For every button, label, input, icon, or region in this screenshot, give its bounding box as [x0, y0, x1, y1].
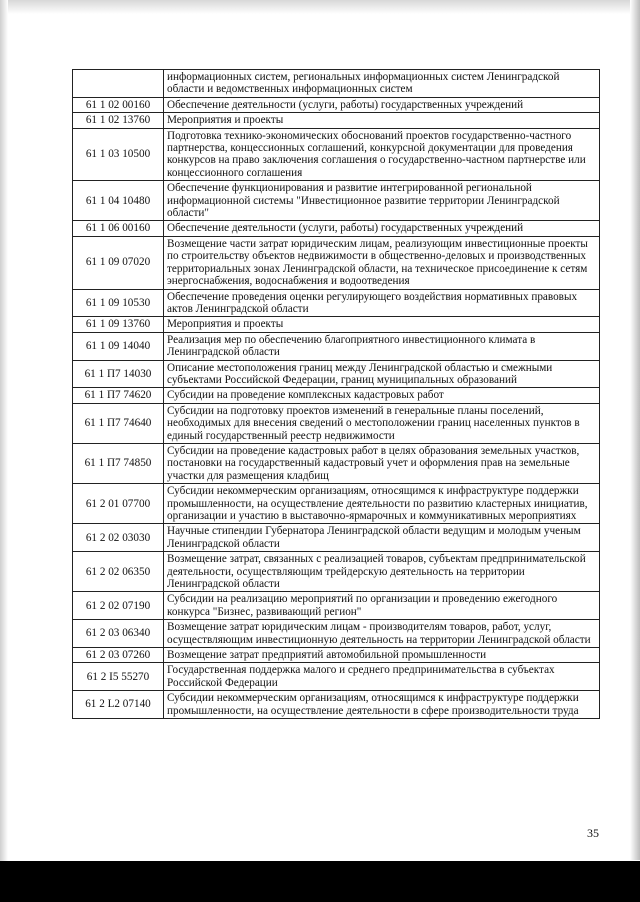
scan-edge-top [0, 0, 640, 14]
description-cell: Обеспечение деятельности (услуги, работы) государственных учреждений [164, 221, 600, 236]
table-row [73, 236, 600, 289]
table-row [73, 552, 600, 592]
code-cell: 61 1 09 14040 [73, 332, 164, 360]
description-cell: Возмещение затрат предприятий автомобильной промышленности [164, 648, 600, 663]
description-cell: Субсидии на проведение кадастровых работ в целях образования земельных участков, постановки на государственный кадастровый учет и оформления прав на земельные участки для размещения кладбищ [164, 443, 600, 483]
table-row [73, 443, 600, 483]
code-cell: 61 2 02 03030 [73, 524, 164, 552]
table-row [73, 317, 600, 332]
table-row [73, 332, 600, 360]
code-cell: 61 2 03 07260 [73, 648, 164, 663]
description-cell: Обеспечение деятельности (услуги, работы) государственных учреждений [164, 97, 600, 112]
table-row [73, 403, 600, 443]
description-cell: Обеспечение проведения оценки регулирующего воздействия нормативных правовых актов Ленинградской области [164, 289, 600, 317]
code-cell: 61 2 L2 07140 [73, 691, 164, 719]
code-cell: 61 1 П7 74640 [73, 403, 164, 443]
code-cell: 61 2 01 07700 [73, 484, 164, 524]
code-cell: 61 1 02 00160 [73, 97, 164, 112]
table-row [73, 113, 600, 128]
description-cell: Субсидии некоммерческим организациям, относящимся к инфраструктуре поддержки промышленности, на осуществление деятельности в сфере производительности труда [164, 691, 600, 719]
code-cell: 61 2 02 07190 [73, 592, 164, 620]
description-cell: Субсидии на реализацию мероприятий по организации и проведению ежегодного конкурса "Бизнес, развивающий регион" [164, 592, 600, 620]
description-cell: Возмещение части затрат юридическим лицам, реализующим инвестиционные проекты по строительству объектов недвижимости в общественно-деловых и производственных территориальных зонах Ленинградской области, на техническое присоединение к сетям энергоснабжения, водоснабжения и водоотведения [164, 236, 600, 289]
code-cell: 61 1 П7 74620 [73, 388, 164, 403]
description-cell: Возмещение затрат юридическим лицам - производителям товаров, работ, услуг, осуществляющим инвестиционную деятельность на территории Ленинградской области [164, 620, 600, 648]
table-row [73, 97, 600, 112]
table-row [73, 221, 600, 236]
code-cell: 61 2 02 06350 [73, 552, 164, 592]
table-row [73, 289, 600, 317]
description-cell: Субсидии на проведение комплексных кадастровых работ [164, 388, 600, 403]
description-cell: Описание местоположения границ между Ленинградской областью и смежными субъектами Российской Федерации, границ муниципальных образований [164, 360, 600, 388]
description-cell: Реализация мер по обеспечению благоприятного инвестиционного климата в Ленинградской области [164, 332, 600, 360]
description-cell: Государственная поддержка малого и среднего предпринимательства в субъектах Российской Федерации [164, 663, 600, 691]
table-row [73, 360, 600, 388]
code-cell: 61 1 03 10500 [73, 128, 164, 181]
table-row [73, 388, 600, 403]
code-cell: 61 2 I5 55270 [73, 663, 164, 691]
description-cell: Научные стипендии Губернатора Ленинградской области ведущим и молодым ученым Ленинградской области [164, 524, 600, 552]
description-cell: информационных систем, региональных информационных систем Ленинградской области и ведомственных информационных систем [164, 70, 600, 98]
description-cell: Мероприятия и проекты [164, 317, 600, 332]
code-cell: 61 1 09 10530 [73, 289, 164, 317]
page-number: 35 [587, 826, 599, 840]
table-row [73, 128, 600, 181]
description-cell: Мероприятия и проекты [164, 113, 600, 128]
description-cell: Возмещение затрат, связанных с реализацией товаров, субъектам предпринимательской деятельности, осуществляющим трейдерскую деятельность на территории Ленинградской области [164, 552, 600, 592]
code-cell: 61 1 04 10480 [73, 181, 164, 221]
code-cell: 61 1 06 00160 [73, 221, 164, 236]
description-cell: Подготовка технико-экономических обоснований проектов государственно-частного партнерства, концессионных соглашений, конкурсной документации для проведения конкурсов на право заключения соглашения о государственно-частном партнерстве или концессионного соглашения [164, 128, 600, 181]
table-row [73, 648, 600, 663]
table-row [73, 524, 600, 552]
table-row [73, 691, 600, 719]
code-cell: 61 1 02 13760 [73, 113, 164, 128]
table-row [73, 484, 600, 524]
table-row [73, 70, 600, 98]
table-body [73, 70, 600, 719]
table-row [73, 592, 600, 620]
code-cell: 61 1 09 07020 [73, 236, 164, 289]
budget-codes-table [72, 69, 600, 719]
scan-edge-left [0, 0, 8, 902]
scan-bottom-band [0, 861, 640, 902]
scan-edge-right [630, 0, 640, 860]
table-row [73, 663, 600, 691]
code-cell: 61 1 09 13760 [73, 317, 164, 332]
table-row [73, 181, 600, 221]
description-cell: Обеспечение функционирования и развитие интегрированной региональной информационной системы "Инвестиционное развитие территории Ленинградской области" [164, 181, 600, 221]
description-cell: Субсидии на подготовку проектов изменений в генеральные планы поселений, необходимых для внесения сведений о местоположении границ населенных пунктов в единый государственный реестр недвижимости [164, 403, 600, 443]
code-cell: 61 2 03 06340 [73, 620, 164, 648]
code-cell: 61 1 П7 14030 [73, 360, 164, 388]
code-cell: 61 1 П7 74850 [73, 443, 164, 483]
code-cell [73, 70, 164, 98]
table-row [73, 620, 600, 648]
description-cell: Субсидии некоммерческим организациям, относящимся к инфраструктуре поддержки промышленности, на осуществление деятельности по развитию кластерных инициатив, организации и участию в выставочно-ярмарочных и коммуникативных мероприятиях [164, 484, 600, 524]
